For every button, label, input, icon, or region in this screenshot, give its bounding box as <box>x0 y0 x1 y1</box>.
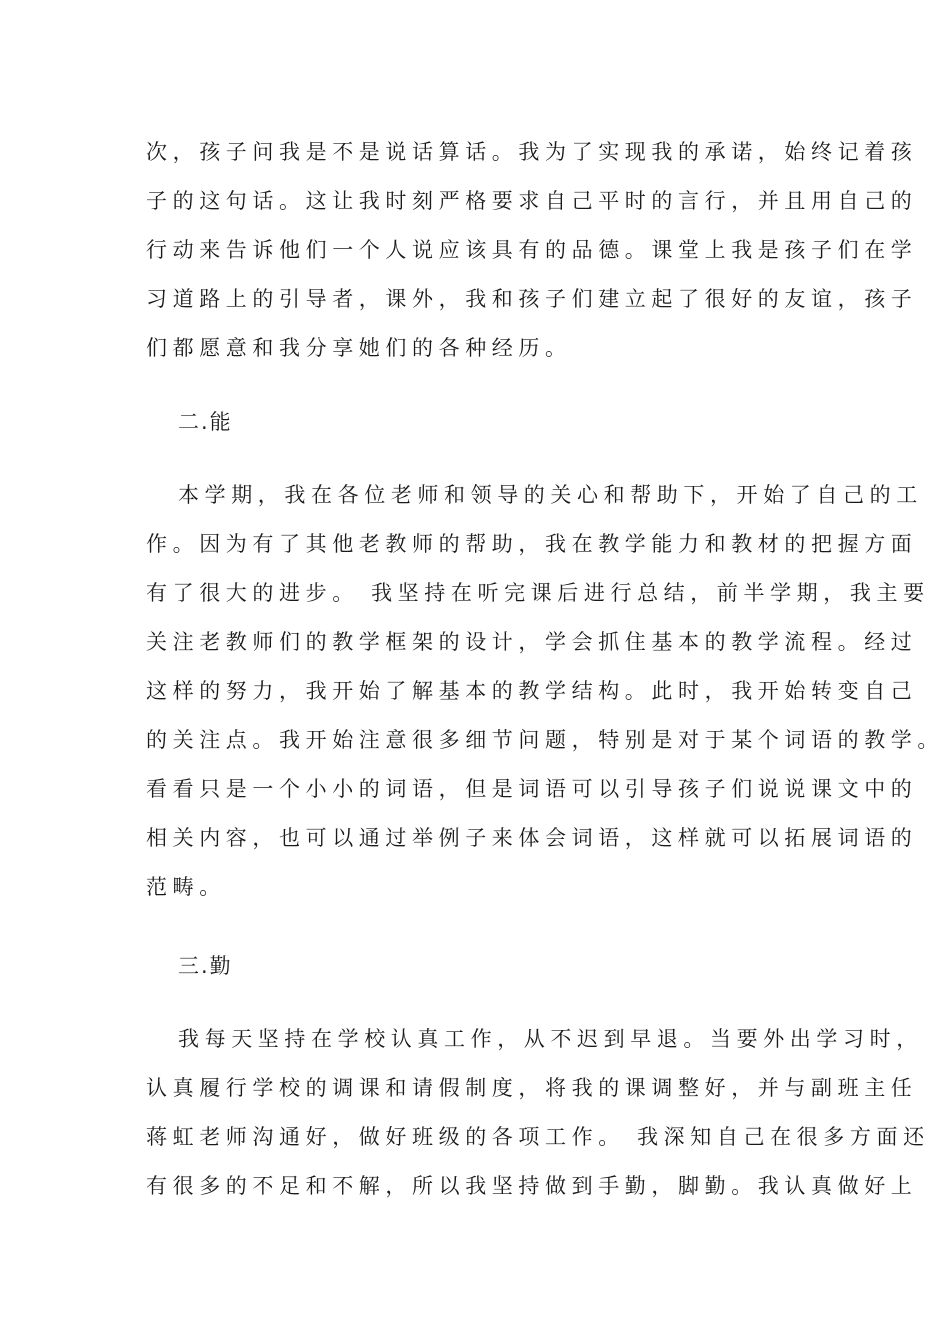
text-line: 子的这句话。这让我时刻严格要求自己平时的言行，并且用自己的 <box>146 189 918 213</box>
text-line: 范畴。 <box>146 875 226 899</box>
text-line: 有很多的不足和不解，所以我坚持做到手勤，脚勤。我认真做好上 <box>146 1174 918 1198</box>
text-line: 作。因为有了其他老教师的帮助，我在教学能力和教材的把握方面 <box>146 532 918 556</box>
section-heading: 二.能 <box>178 410 233 434</box>
text-line: 相关内容，也可以通过举例子来体会词语，这样就可以拓展词语的 <box>146 826 918 850</box>
text-line: 行动来告诉他们一个人说应该具有的品德。课堂上我是孩子们在学 <box>146 238 918 262</box>
text-line: 的关注点。我开始注意很多细节问题，特别是对于某个词语的教学。 <box>146 728 944 752</box>
text-line: 关注老教师们的教学框架的设计，学会抓住基本的教学流程。经过 <box>146 630 918 654</box>
text-line: 本学期，我在各位老师和领导的关心和帮助下，开始了自己的工 <box>178 483 923 507</box>
text-line: 有了很大的进步。 我坚持在听完课后进行总结，前半学期，我主要 <box>146 581 930 605</box>
text-line: 们都愿意和我分享她们的各种经历。 <box>146 336 572 360</box>
text-line: 次，孩子问我是不是说话算话。我为了实现我的承诺，始终记着孩 <box>146 140 918 164</box>
text-line: 习道路上的引导者，课外，我和孩子们建立起了很好的友谊，孩子 <box>146 287 918 311</box>
text-line: 认真履行学校的调课和请假制度，将我的课调整好，并与副班主任 <box>146 1076 918 1100</box>
text-line: 这样的努力，我开始了解基本的教学结构。此时，我开始转变自己 <box>146 679 918 703</box>
text-line: 看看只是一个小小的词语，但是词语可以引导孩子们说说课文中的 <box>146 777 918 801</box>
text-line: 我每天坚持在学校认真工作，从不迟到早退。当要外出学习时， <box>178 1027 923 1051</box>
section-heading: 三.勤 <box>178 954 233 978</box>
text-line: 蒋虹老师沟通好，做好班级的各项工作。 我深知自己在很多方面还 <box>146 1125 930 1149</box>
